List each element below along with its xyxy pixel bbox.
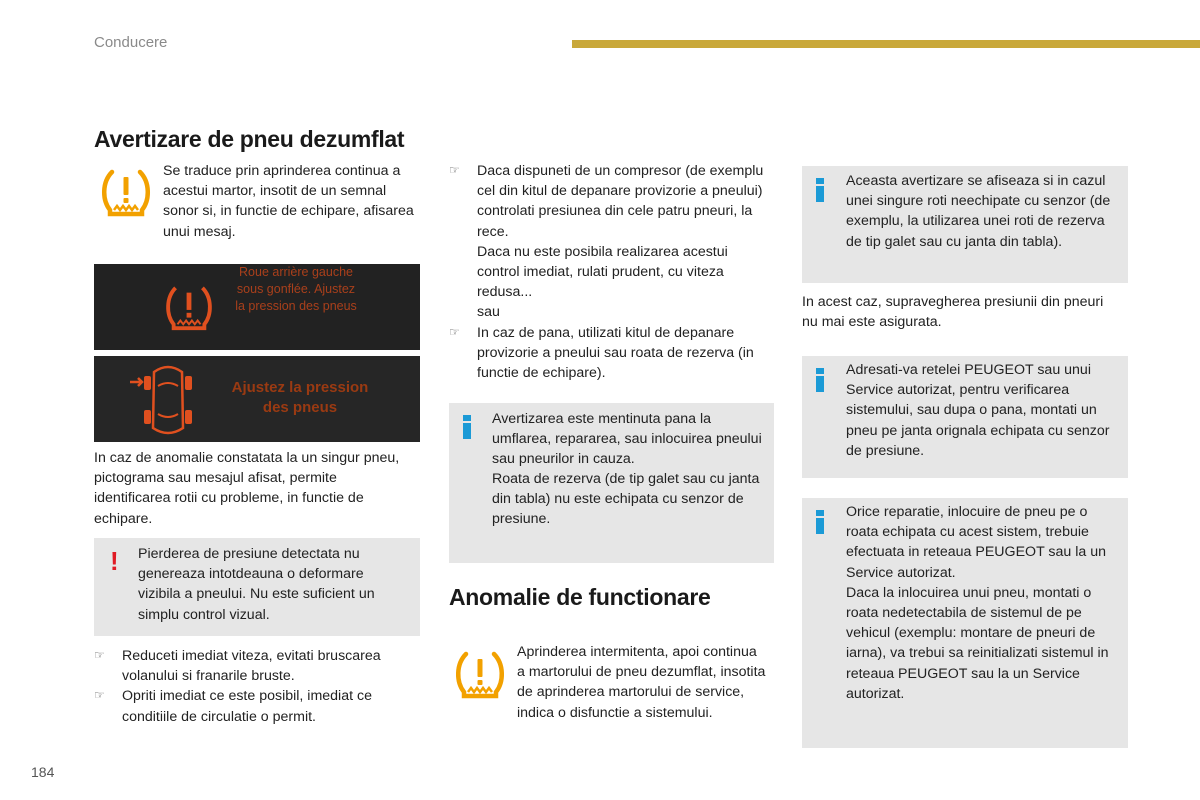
intro-text: Se traduce prin aprinderea continua a acestui martor, insotit de un semnal sonor si, in functie de echipare, afisarea unui mesaj. [163,163,414,240]
pointing-hand-icon: ☞ [94,648,105,662]
page-number: 184 [31,764,55,780]
info-icon [816,368,826,392]
pointing-hand-icon: ☞ [449,163,460,177]
info-text: Daca la inlocuirea unui pneu, montati o roata nedetectabila de sistemul de pe vehicul (exemplu: montare de pneuri de iarna), va trebui sa reinitializati sistemul in reteaua PEUGEOT sau la un Service autorizat. [846,584,1109,702]
action-list [94,646,414,727]
info-icon [463,415,473,439]
tire-pressure-warning-icon [100,168,152,216]
screen-message: Roue arrière gauche sous gonflée. Ajustez la pression des pneus [235,265,357,313]
section-title: Avertizare de pneu dezumflat [94,126,405,152]
bullet-text: Daca dispuneti de un compresor (de exemplu cel din kitul de depanare provizorie a pneului) controlati presiunea din cele patru pneuri, la rece. [477,163,764,240]
list-item [94,646,414,686]
info-icon [816,510,826,534]
bullet-text: sau [477,304,500,321]
info-text: Aceasta avertizare se afiseaza si in cazul unei singure roti neechipate cu senzor (de exemplu, la utilizarea unei roti de rezerva de tip galet sau cu janta din tabla). [846,173,1111,250]
exclamation-icon: ! [110,546,119,576]
info-box [802,166,1128,283]
pointing-hand-icon: ☞ [94,688,105,703]
list-item [449,323,765,384]
screen-message-pressure: Ajustez la pression des pneus [231,379,369,416]
alert-text: Pierderea de presiune detectata nu genereaza intotdeauna o deformare vizibila a pneului. Nu este suficient un simplu control vizual. [138,546,375,623]
bullet-text: In caz de pana, utilizati kitul de depanare provizorie a pneului sau roata de rezerva (in functie de echipare). [477,324,754,382]
car-wheels-icon [128,362,208,438]
anomaly-title: Anomalie de functionare [449,584,711,610]
info-box [802,498,1128,748]
section-label: Conducere [94,34,168,51]
alert-box [94,538,420,636]
anomaly-paragraph: In caz de anomalie constatata la un singur pneu, pictograma sau mesajul afisat, permite identificarea rotii cu probleme, in functie de echipare. [94,450,400,527]
info-icon [816,178,826,202]
list-item [449,161,765,323]
info-text: Adresati-va retelei PEUGEOT sau unui Service autorizat, pentru verificarea sistemului, sau dupa o pana, montati un pneu pe janta orignala echipata cu senzor de presiune. [846,362,1110,459]
anomaly-description: Aprinderea intermitenta, apoi continua a martorului de pneu dezumflat, insotita de aprinderea martorului de service, indica o disfunctie a sistemului. [517,644,766,721]
instrument-screen-wheel [94,356,420,442]
info-box [802,356,1128,478]
supervision-note: In acest caz, supravegherea presiunii din pneuri nu mai este asigurata. [802,294,1104,331]
info-text: Roata de rezerva (de tip galet sau cu janta din tabla) nu este echipata cu senzor de presiune. [492,471,760,528]
bullet-text: Daca nu este posibila realizarea acestui control imediat, rulati prudent, cu viteza redusa... [477,243,728,301]
instrument-screen-warning [94,264,420,350]
list-item [94,686,414,726]
info-box [449,403,774,563]
header-accent-bar [572,40,1200,48]
info-text: Avertizarea este mentinuta pana la umflarea, repararea, sau inlocuirea pneului sau pneurilor in cauza. [492,411,762,468]
tire-pressure-warning-icon [454,650,506,698]
tire-warning-screen-icon [164,284,214,332]
middle-list [449,161,765,383]
bullet-text: Opriti imediat ce este posibil, imediat ce conditiile de circulatie o permit. [122,688,372,725]
bullet-text: Reduceti imediat viteza, evitati bruscarea volanului si franarile bruste. [122,648,381,685]
pointing-hand-icon: ☞ [449,324,460,339]
info-text: Orice reparatie, inlocuire de pneu pe o roata echipata cu acest sistem, trebuie efectuata in reteaua PEUGEOT sau la un Service autorizat. [846,504,1106,581]
